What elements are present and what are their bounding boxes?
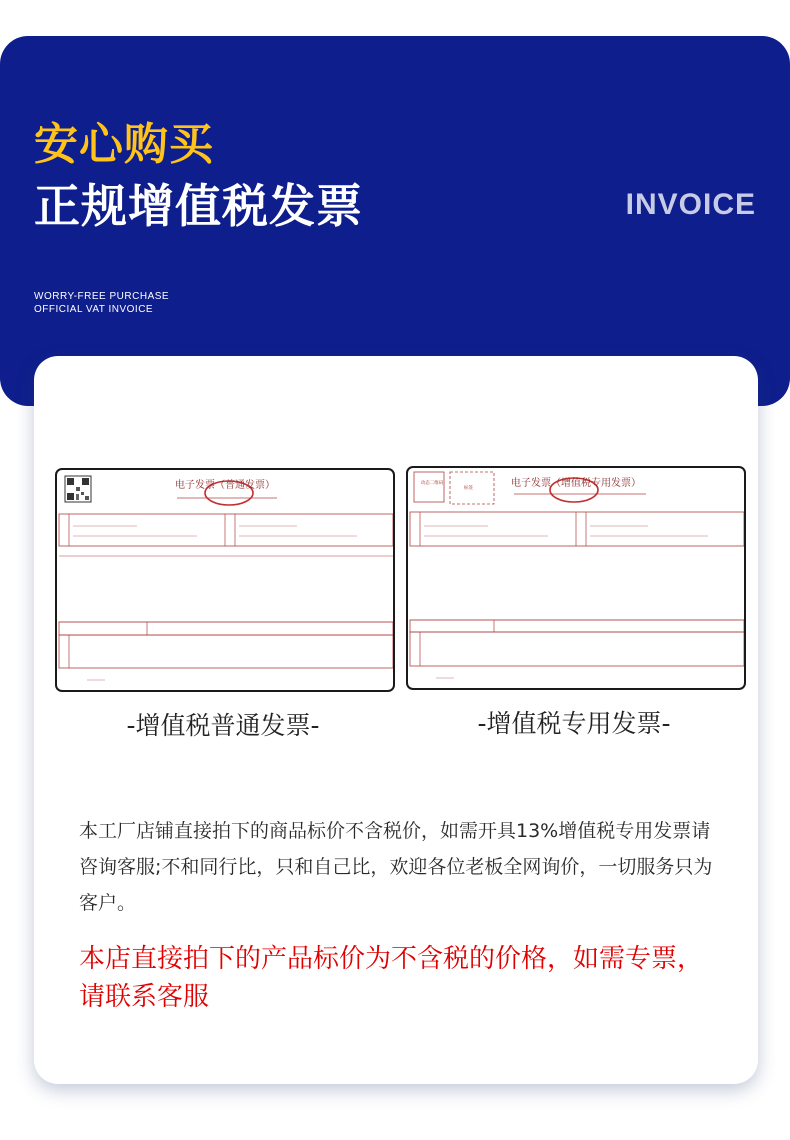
english-subtitle-line-1: WORRY-FREE PURCHASE: [34, 291, 170, 302]
special-invoice-caption: -增值税专用发票-: [477, 709, 671, 738]
headline-vat-invoice: 正规增值税发票: [34, 179, 363, 233]
english-subtitle: [34, 290, 169, 316]
seal-box-label: 标签: [464, 486, 473, 491]
ordinary-invoice-image: [55, 468, 395, 692]
qr-box-label: 动态二维码: [420, 481, 444, 486]
invoice-label: INVOICE: [625, 188, 756, 221]
pricing-notice: 本工厂店铺直接拍下的商品标价不含税价，如需开具13%增值税专用发票请咨询客服;不和同行比，只和自己比，欢迎各位老板全网询价，一切服务只为客户。: [79, 820, 713, 914]
special-invoice-title: 电子发票（增值税专用发票）: [511, 478, 641, 489]
ordinary-invoice-caption: -增值税普通发票-: [126, 711, 320, 740]
red-pricing-notice: 本店直接拍下的产品标价为不含税的价格，如需专票，请联系客服: [79, 944, 704, 1012]
headline-worry-free: 安心购买: [34, 119, 214, 170]
ordinary-invoice-title: 电子发票（普通发票）: [175, 480, 275, 491]
english-subtitle-line-2: OFFICIAL VAT INVOICE: [34, 304, 154, 315]
ordinary-invoice-drawing: [57, 470, 393, 690]
special-invoice-image: [406, 466, 746, 690]
special-invoice-drawing: [408, 468, 744, 688]
